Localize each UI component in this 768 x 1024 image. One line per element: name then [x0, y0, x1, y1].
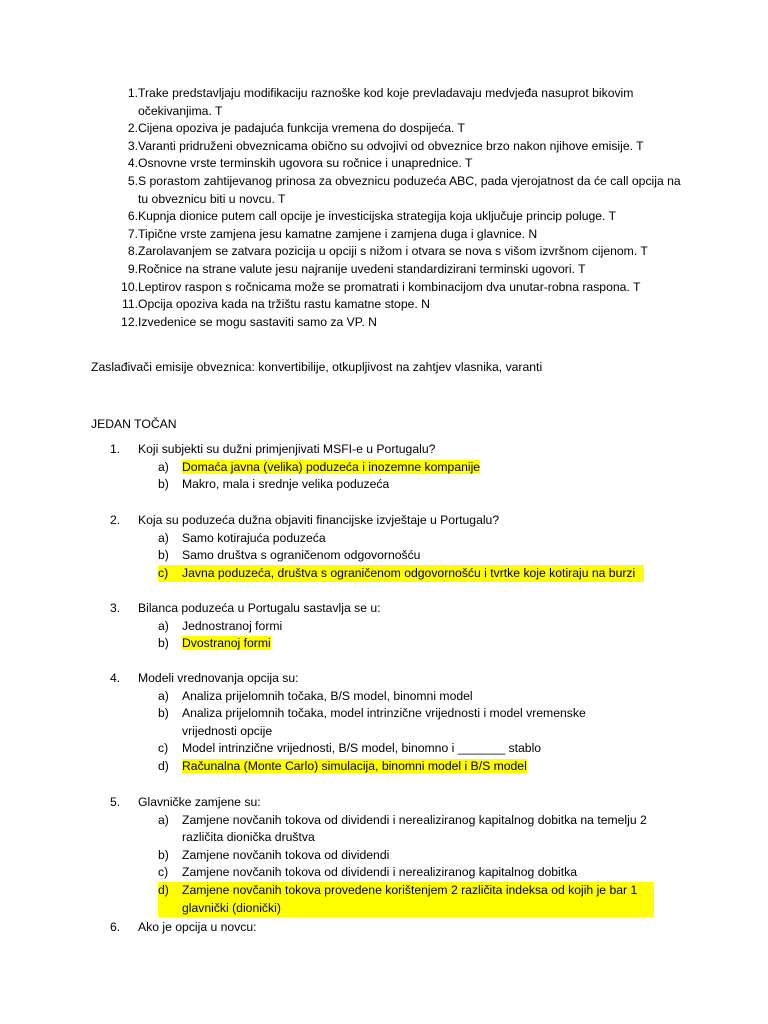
option-text: Samo kotirajuća poduzeća: [182, 530, 326, 545]
list-item: 6. Kupnja dionice putem call opcije je investicijska strategija koja uključuje princip poluge. T: [110, 208, 690, 226]
option-c: c) Zamjene novčanih tokova od dividendi i nerealiziranog kapitalnog dobitka: [158, 865, 577, 880]
list-item: 5. S porastom zahtijevanog prinosa za obveznicu poduzeća ABC, pada vjerojatnost da će call opcija na tu obveznicu biti u novcu. T: [110, 173, 690, 208]
question-text: Koja su poduzeća dužna objaviti financijske izvještaje u Portugalu?: [138, 513, 500, 527]
list-item-text: Izvedenice se mogu sastaviti samo za VP. N: [138, 314, 377, 329]
list-item: 12. Izvedenice se mogu sastaviti samo za VP. N: [110, 314, 690, 332]
option-text-highlighted: Domaća javna (velika) poduzeća i inozemne kompanije: [182, 459, 481, 474]
question-number: 5.: [110, 795, 121, 809]
option-b: b) Zamjene novčanih tokova od dividendi: [158, 847, 390, 862]
question-text: Ako je opcija u novcu:: [138, 920, 257, 934]
list-item-text: Zarolavanjem se zatvara pozicija u opciji s nižom i otvara se nova s višom izvršnom cijenom. T: [138, 244, 648, 259]
question-text: Bilanca poduzeća u Portugalu sastavlja se u:: [138, 601, 381, 615]
list-item-text: Varanti pridruženi obveznicama obično su odvojivi od obveznice brzo nakon njihove emisije. T: [138, 138, 644, 153]
question-text: Koji subjekti su dužni primjenjivati MSFI-e u Portugalu?: [138, 442, 436, 456]
list-item-text: Kupnja dionice putem call opcije je investicijska strategija koja uključuje princip poluge. T: [138, 209, 617, 224]
question-2: [110, 512, 690, 582]
list-item-text: S porastom zahtijevanog prinosa za obveznicu poduzeća ABC, pada vjerojatnost da će call opcija na tu obveznicu biti u novcu. T: [138, 173, 681, 206]
list-item: 11. Opcija opoziva kada na tržištu rastu kamatne stope. N: [110, 296, 690, 314]
option-c: c) Model intrinzične vrijednosti, B/S model, binomno i _______ stablo: [158, 741, 542, 756]
sweeteners-line: Zaslađivači emisije obveznica: konvertibilije, otkupljivost na zahtjev vlasnika, varanti: [91, 360, 543, 374]
section-heading: JEDAN TOČAN: [91, 417, 177, 431]
option-c: c) Javna poduzeća, društva s ograničenom odgovornošću i tvrtke koje kotiraju na burzi: [158, 565, 644, 583]
question-number: 2.: [110, 513, 121, 527]
list-item-text: Osnovne vrste terminskih ugovora su ročnice i unaprednice. T: [138, 156, 473, 171]
option-text: Zamjene novčanih tokova od dividendi: [182, 847, 390, 862]
list-item: 8. Zarolavanjem se zatvara pozicija u opciji s nižom i otvara se nova s višom izvršnom cijenom. T: [110, 243, 690, 261]
list-item-text: Trake predstavljaju modifikaciju raznoške kod koje prevladavaju medvjeđa nasuprot bikovim očekivanjima. T: [138, 86, 634, 118]
option-text-highlighted: Javna poduzeća, društva s ograničenom odgovornošću i tvrtke koje kotiraju na burzi: [182, 565, 636, 580]
list-item-text: Leptirov raspon s ročnicama može se promatrati i kombinacijom dva unutar-robna raspona. T: [138, 279, 641, 294]
question-number: 1.: [110, 442, 121, 456]
question-number: 4.: [110, 671, 121, 685]
option-b: b) Dvostranoj formi: [158, 636, 271, 651]
question-number: 6.: [110, 920, 121, 934]
list-item: 7. Tipične vrste zamjena jesu kamatne zamjene i zamjena duga i glavnice. N: [110, 226, 690, 244]
option-text: Jednostranoj formi: [182, 618, 283, 633]
option-a: a) Samo kotirajuća poduzeća: [158, 530, 326, 545]
option-text-highlighted: Zamjene novčanih tokova provedene korištenjem 2 različita indeksa od kojih je bar 1 glavnički (dionički): [182, 882, 638, 915]
true-false-list: [110, 85, 690, 331]
option-b: b) Samo društva s ograničenom odgovornošću: [158, 548, 421, 563]
list-item-text: Cijena opoziva je padajuća funkcija vremena do dospijeća. T: [138, 121, 466, 136]
list-item: 3. Varanti pridruženi obveznicama obično su odvojivi od obveznice brzo nakon njihove emisije. T: [110, 138, 690, 156]
option-a: a) Domaća javna (velika) poduzeća i inozemne kompanije: [158, 459, 481, 474]
option-text: Samo društva s ograničenom odgovornošću: [182, 548, 421, 563]
list-item-text: Ročnice na strane valute jesu najranije uvedeni standardizirani terminski ugovori. T: [138, 261, 586, 276]
option-a: a) Analiza prijelomnih točaka, B/S model, binomni model: [158, 688, 473, 703]
option-text: Model intrinzične vrijednosti, B/S model, binomno i _______ stablo: [182, 741, 542, 756]
list-item: 9. Ročnice na strane valute jesu najranije uvedeni standardizirani terminski ugovori. T: [110, 261, 690, 279]
option-d: d) Zamjene novčanih tokova provedene korištenjem 2 različita indeksa od kojih je bar 1 glavnički (dionički): [158, 882, 654, 917]
question-text: Modeli vrednovanja opcija su:: [138, 671, 299, 685]
option-b: b) Makro, mala i srednje velika poduzeća: [158, 477, 390, 492]
option-text-highlighted: Računalna (Monte Carlo) simulacija, binomni model i B/S model: [182, 758, 527, 773]
question-3: [110, 600, 690, 653]
option-text: Analiza prijelomnih točaka, model intrinzične vrijednosti i model vremenske vrijednosti opcije: [182, 706, 586, 738]
option-text: Zamjene novčanih tokova od dividendi i nerealiziranog kapitalnog dobitka: [182, 865, 577, 880]
list-item: 4. Osnovne vrste terminskih ugovora su ročnice i unaprednice. T: [110, 155, 690, 173]
option-text: Zamjene novčanih tokova od dividendi i nerealiziranog kapitalnog dobitka na temelju 2 različita dionička društva: [182, 812, 647, 845]
option-text: Makro, mala i srednje velika poduzeća: [182, 477, 390, 492]
question-number: 3.: [110, 601, 121, 615]
option-a: a) Zamjene novčanih tokova od dividendi i nerealiziranog kapitalnog dobitka na temelju 2 različita dionička društva: [158, 812, 647, 845]
question-4: [110, 670, 690, 776]
list-item: 1. Trake predstavljaju modifikaciju raznoške kod koje prevladavaju medvjeđa nasuprot bikovim očekivanjima. T: [110, 85, 690, 120]
option-text-highlighted: Dvostranoj formi: [182, 636, 271, 651]
list-item-text: Opcija opoziva kada na tržištu rastu kamatne stope. N: [138, 297, 430, 312]
list-item: 10. Leptirov raspon s ročnicama može se promatrati i kombinacijom dva unutar-robna raspona. T: [110, 279, 690, 297]
question-text: Glavničke zamjene su:: [138, 795, 261, 809]
option-a: a) Jednostranoj formi: [158, 618, 283, 633]
option-d: d) Računalna (Monte Carlo) simulacija, binomni model i B/S model: [158, 758, 527, 773]
option-text: Analiza prijelomnih točaka, B/S model, binomni model: [182, 688, 473, 703]
list-item-text: Tipične vrste zamjena jesu kamatne zamjene i zamjena duga i glavnice. N: [138, 226, 538, 241]
question-5: [110, 794, 690, 917]
question-6: [110, 919, 690, 937]
list-item: 2. Cijena opoziva je padajuća funkcija vremena do dospijeća. T: [110, 120, 690, 138]
question-1: [110, 441, 690, 494]
option-b: b) Analiza prijelomnih točaka, model intrinzične vrijednosti i model vremenske vrijednosti opcije: [158, 706, 586, 738]
